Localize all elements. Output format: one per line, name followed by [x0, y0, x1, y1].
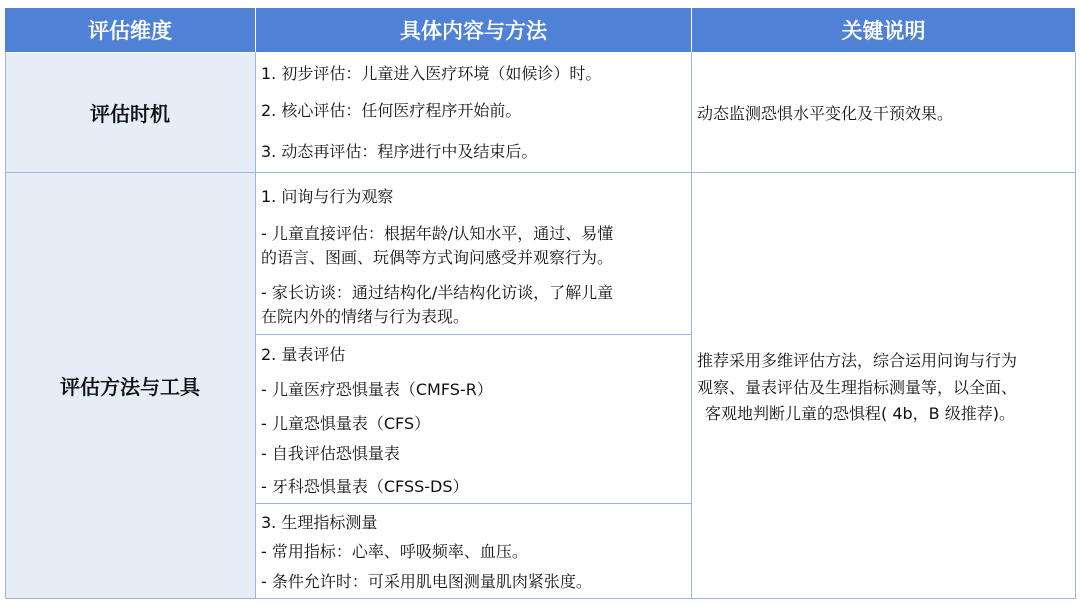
method-note-line: 观察、量表评估及生理指标测量等，以全面、: [697, 378, 1018, 397]
row1-dimension: 评估时机: [5, 53, 255, 172]
method-section-1-line: - 儿童直接评估：根据年龄/认知水平，通过、易懂: [261, 224, 614, 243]
method-note-line: 推荐采用多维评估方法，综合运用问询与行为: [697, 351, 1018, 370]
header-content: 具体内容与方法: [256, 8, 691, 52]
method-section-3-title: 3. 生理指标测量: [261, 513, 378, 532]
header-note: 关键说明: [692, 8, 1075, 52]
grid-line: [5, 598, 1075, 599]
timing-note: 动态监测恐惧水平变化及干预效果。: [697, 104, 954, 123]
method-section-1-line: - 家长访谈：通过结构化/半结构化访谈，了解儿童: [261, 283, 614, 302]
grid-line: [691, 52, 692, 599]
method-section-1-line: 的语言、图画、玩偶等方式询问感受并观察行为。: [261, 248, 614, 267]
header-dimension: 评估维度: [5, 8, 255, 52]
method-section-3-line: - 条件允许时：可采用肌电图测量肌肉紧张度。: [261, 572, 592, 591]
method-section-2-title: 2. 量表评估: [261, 345, 346, 364]
method-section-2-line: - 牙科恐惧量表（CFSS-DS）: [261, 477, 469, 496]
method-section-2-line: - 儿童医疗恐惧量表（CMFS-R）: [261, 380, 493, 399]
grid-line: [256, 503, 692, 504]
method-section-2-line: - 自我评估恐惧量表: [261, 444, 400, 463]
method-section-2-line: - 儿童恐惧量表（CFS）: [261, 414, 431, 433]
grid-line: [5, 52, 6, 599]
grid-line: [255, 52, 256, 599]
timing-item-1: 1. 初步评估：儿童进入医疗环境（如候诊）时。: [261, 64, 602, 83]
method-note-line: 客观地判断儿童的恐惧程( 4b，B 级推荐)。: [705, 404, 1015, 423]
method-section-3-line: - 常用指标：心率、呼吸频率、血压。: [261, 542, 528, 561]
method-section-1-line: 在院内外的情绪与行为表现。: [261, 307, 470, 326]
timing-item-2: 2. 核心评估：任何医疗程序开始前。: [261, 101, 522, 120]
timing-item-3: 3. 动态再评估：程序进行中及结束后。: [261, 142, 538, 161]
grid-line: [256, 334, 692, 335]
row2-dimension: 评估方法与工具: [5, 173, 255, 598]
grid-line: [5, 172, 1075, 173]
grid-line: [1075, 52, 1076, 599]
method-section-1-title: 1. 问询与行为观察: [261, 187, 394, 206]
